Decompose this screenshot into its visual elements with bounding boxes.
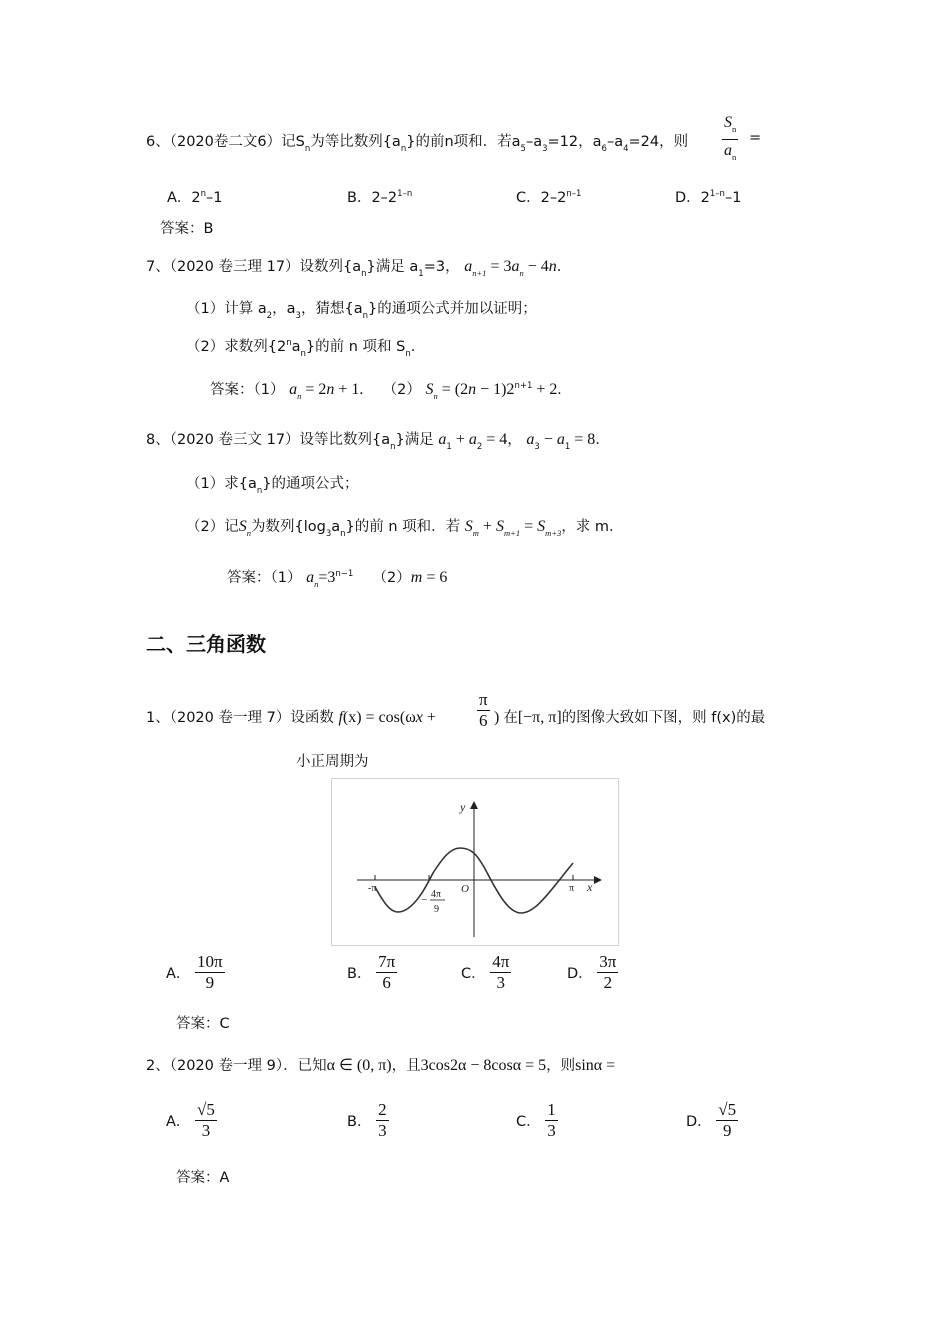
tick-frac-num: 4π bbox=[431, 889, 442, 900]
q7-part1: （1）计算 $a_2$，$a_3$，猜想$\{a_n\}$的通项公式并加以证明； bbox=[186, 301, 537, 321]
t1-option-b: B． $\frac{7\pi}{6}$ bbox=[347, 952, 396, 992]
t1-stem-tail: ) 在[−π, π]的图像大致如下图，则 f(x)的最 bbox=[494, 709, 766, 726]
t1-option-c: C． $\frac{4\pi}{3}$ bbox=[461, 952, 510, 992]
t1-option-a: A． $\frac{10\pi}{9}$ bbox=[166, 952, 223, 992]
t2-option-b: B． $\frac{2}{3}$ bbox=[347, 1100, 387, 1140]
q6-option-c: C．2–2$^{n-1}$ bbox=[516, 189, 582, 206]
q7-part2: （2）求数列$\{2^na_n\}$的前 n 项和 $S_n$． bbox=[186, 338, 426, 359]
t2-answer: 答案：A bbox=[176, 1170, 230, 1186]
q7-answer: 答案：（1） $a_n = 2n + 1$. （2） $S_n = (2n - 1)2^{n+1} + 2$. bbox=[210, 381, 562, 401]
tick-frac-den: 9 bbox=[434, 904, 439, 915]
neg-sign: − bbox=[421, 894, 428, 906]
q6-option-a: A．2$^n$–1 bbox=[167, 189, 223, 206]
t2-option-a: A． $\frac{√5}{3}$ bbox=[166, 1100, 215, 1140]
q8-stem: 8、（2020 卷三文 17）设等比数列$\{a_n\}$满足 $a_1 + a_2 = 4$， $a_3 - a_1 = 8$． bbox=[146, 431, 610, 452]
origin-label: O bbox=[461, 883, 469, 895]
t1-stem-line2: 小正周期为 bbox=[296, 754, 369, 770]
t1-stem: 1、（2020 卷一理 7）设函数 f(x) = cos(ωx + bbox=[146, 709, 436, 726]
cosine-graph bbox=[332, 779, 618, 945]
q6-equals: = bbox=[749, 130, 762, 146]
t2-stem: 2、（2020 卷一理 9）．已知α ∈ (0, π)，且3cos2α − 8cosα = 5，则sinα = bbox=[146, 1057, 616, 1074]
t1-pi-over-6: $\frac{\pi}{6}$ bbox=[479, 690, 488, 730]
t1-graph-figure bbox=[331, 778, 619, 946]
section-heading-trig: 二、三角函数 bbox=[146, 632, 266, 656]
x-label: x bbox=[587, 880, 593, 894]
q8-part1: （1）求$\{a_n\}$的通项公式； bbox=[186, 476, 359, 496]
q6-option-b: B．2–2$^{1-n}$ bbox=[347, 189, 413, 206]
x-axis-arrow bbox=[594, 876, 602, 884]
y-label: y bbox=[460, 800, 466, 814]
q8-part2: （2）记$S_n$为数列$\{\log_3a_n\}$的前 n 项和．若 $S_m + S_{m+1} = S_{m+3}$，求 m． bbox=[186, 518, 624, 539]
q7-stem: 7、（2020 卷三理 17）设数列$\{a_n\}$满足 $a_1=3$， $a_{n+1} = 3a_n - 4n$． bbox=[146, 258, 572, 279]
left-tick-label: -π bbox=[368, 883, 377, 894]
q6-answer: 答案：B bbox=[160, 221, 214, 237]
t1-option-d: D． $\frac{3\pi}{2}$ bbox=[567, 952, 617, 992]
y-axis-arrow bbox=[470, 801, 478, 809]
t2-option-d: D． $\frac{√5}{9}$ bbox=[686, 1100, 737, 1140]
q6-option-d: D．2$^{1-n}$–1 bbox=[675, 189, 742, 206]
q6-stem: 6、（2020卷二文6）记$S_n$为等比数列$\{a_n\}$的前n项和．若$a_5-a_3=12$，$a_6-a_4=24$，则 bbox=[146, 134, 689, 154]
t1-answer: 答案：C bbox=[176, 1016, 230, 1032]
q6-fraction: $\frac{S_n}{a_n}$ bbox=[724, 114, 737, 162]
right-tick-label: π bbox=[569, 883, 575, 894]
q8-answer: 答案：（1） $a_n=3^{n-1}$ （2）m = 6 bbox=[227, 569, 448, 589]
t2-option-c: C． $\frac{1}{3}$ bbox=[516, 1100, 556, 1140]
